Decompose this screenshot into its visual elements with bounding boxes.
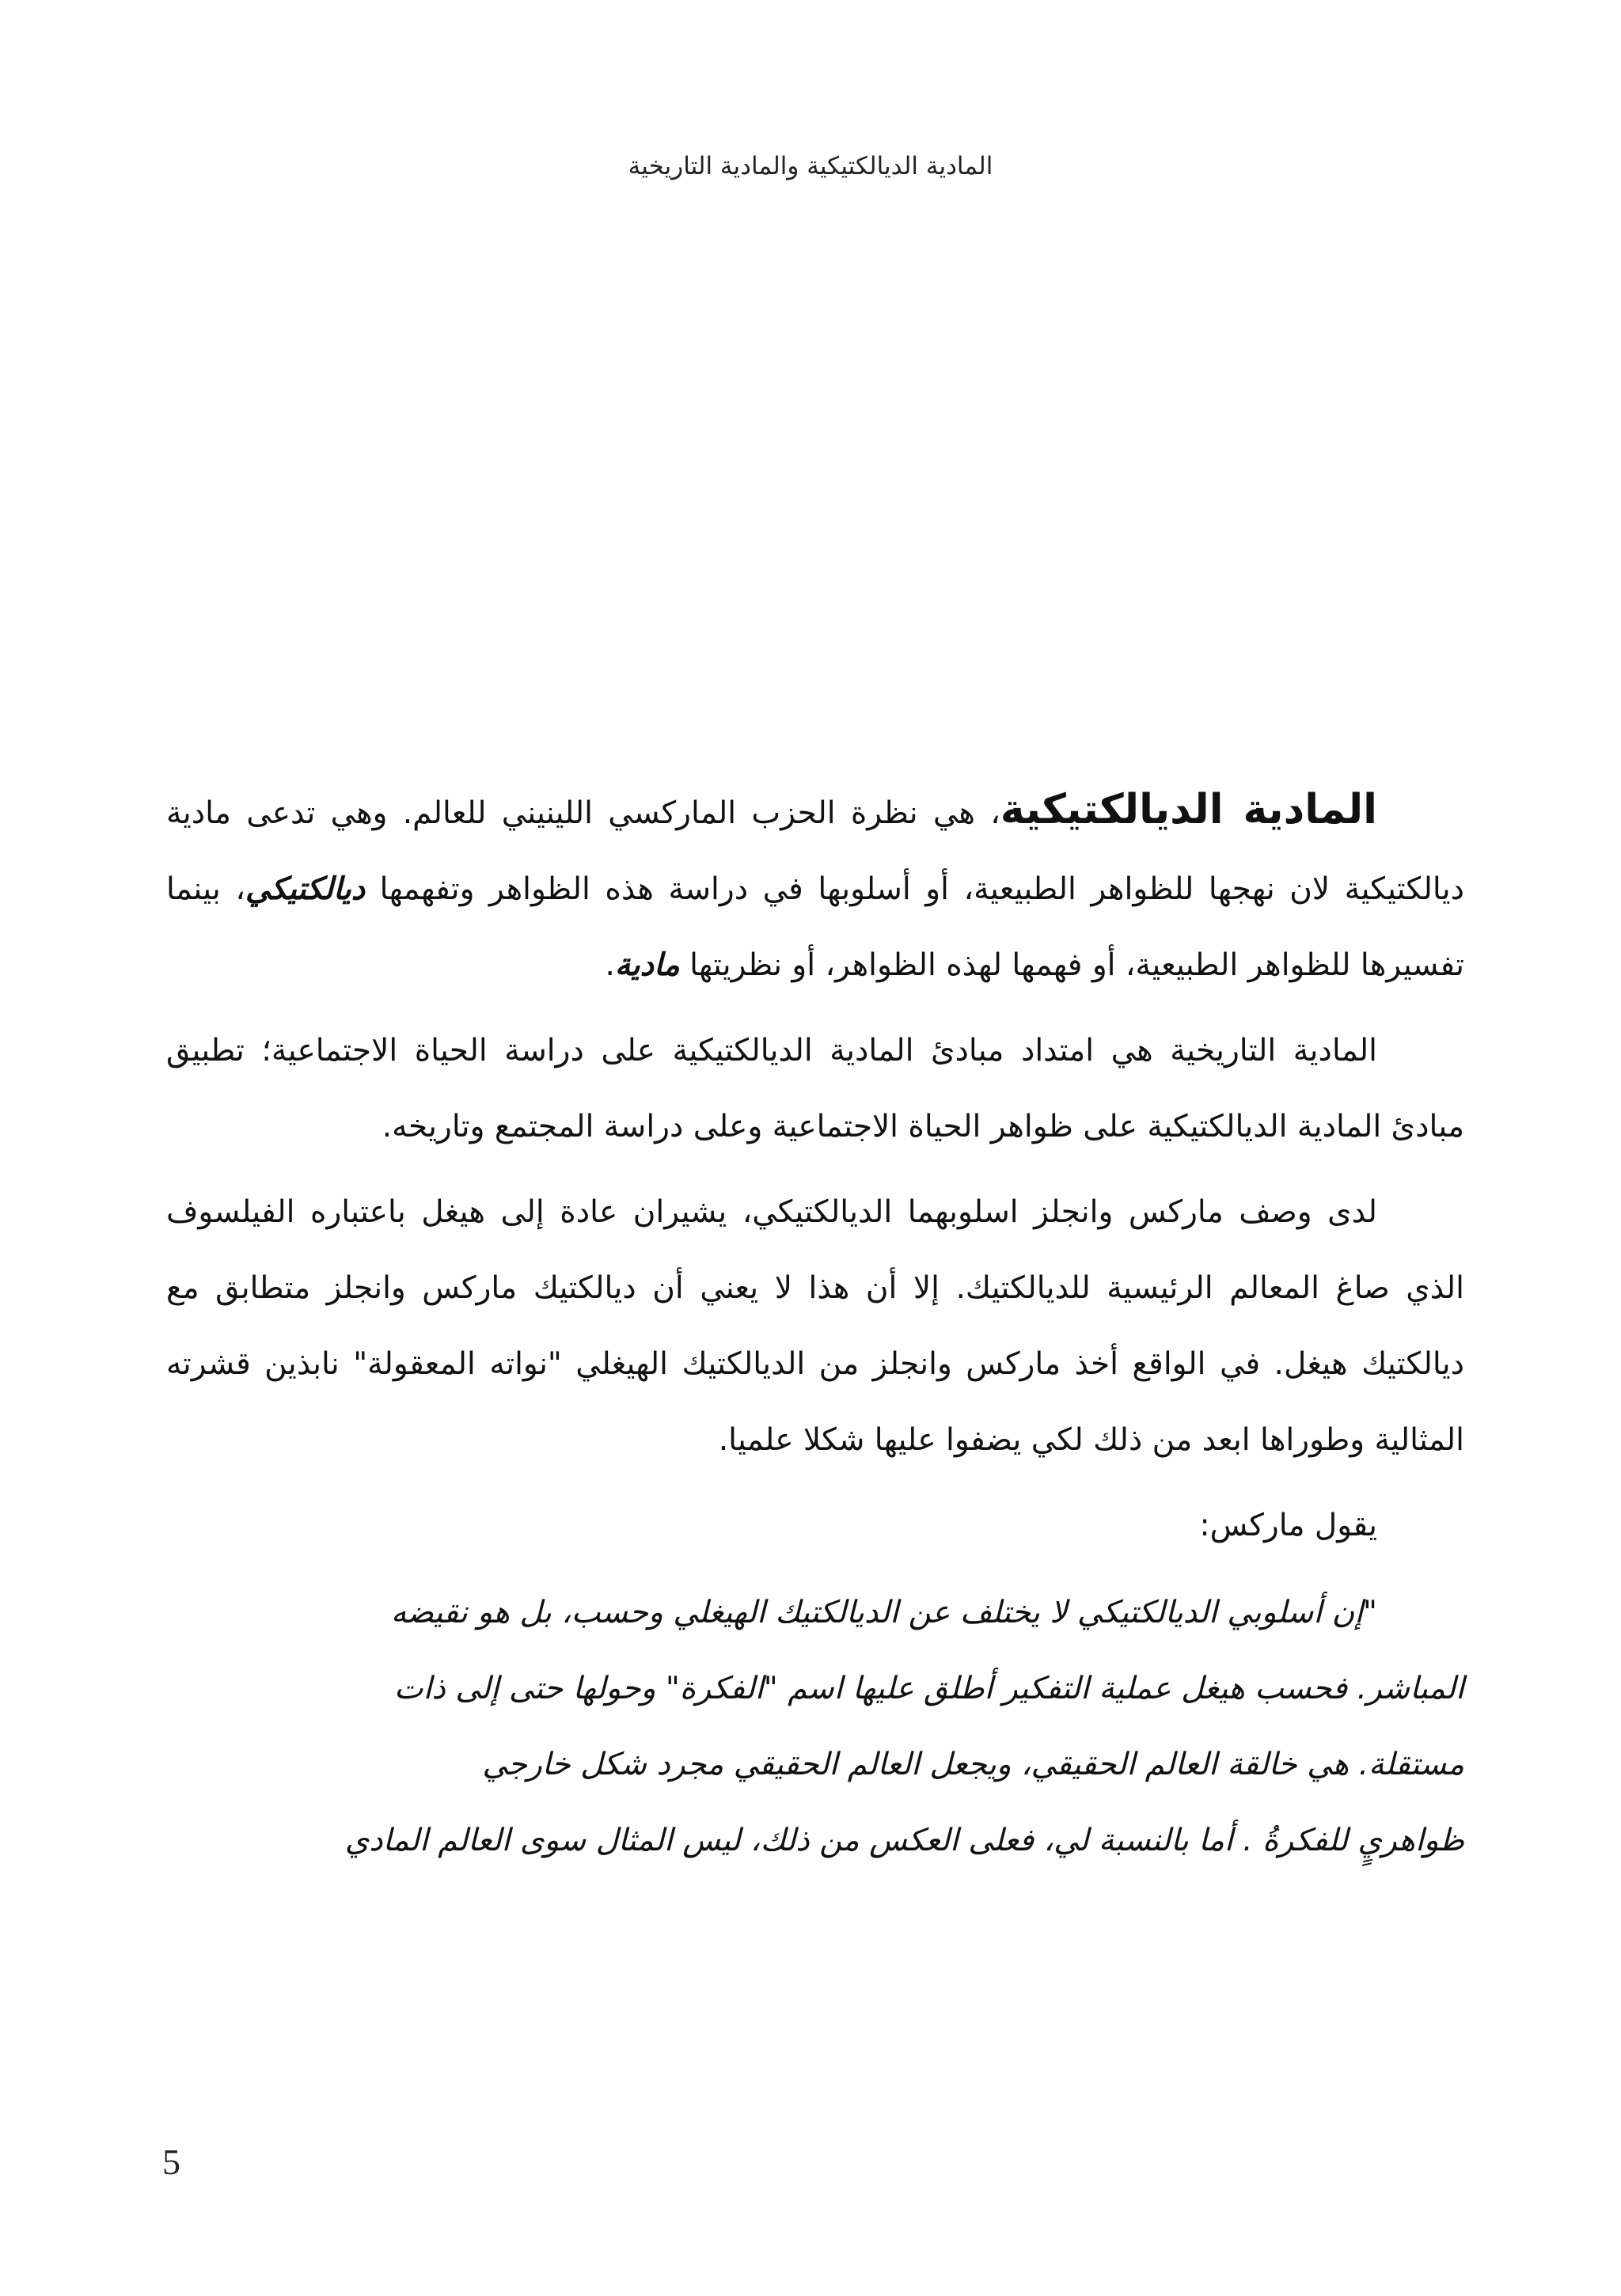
quote-intro: يقول ماركس: [1199,1508,1377,1543]
paragraph-dialectical-materialism [166,772,1464,1004]
paragraph-historical-materialism: المادية التاريخية هي امتداد مبادئ المادية الديالكتيكية على دراسة الحياة الاجتماعية؛ تطبيق مبادئ المادية الديالكتيكية على ظواهر الحياة الاجتماعية وعلى دراسة المجتمع وتاريخه. [166,1033,1464,1144]
quote-line-1: "إن أسلوبي الديالكتيكي لا يختلف عن الديالكتيك الهيغلي وحسب، بل هو نقيضه [390,1595,1377,1630]
body-text [166,772,1464,1888]
paragraph1-text-c: . [605,947,615,983]
paragraph-marx-engels-hegel: لدى وصف ماركس وانجلز اسلوبهما الديالكتيكي، يشيران عادة إلى هيغل باعتباره الفيلسوف الذي صاغ المعالم الرئيسية للديالكتيك. إلا أن هذا لا يعني أن ديالكتيك ماركس وانجلز متطابق مع ديالكتيك هيغل. في الواقع أخذ ماركس وانجلز من الديالكتيك الهيغلي "نواته المعقولة" نابذين قشرته المثالية وطوراها ابعد من ذلك لكي يضفوا عليها شكلا علميا. [166,1194,1464,1458]
paragraph1-text-a: ، هي نظرة الحزب الماركسي اللينيني للعالم. وهي تدعى مادية ديالكتيكية لان نهجها للظواهر الطبيعية، أو أسلوبها في دراسة هذه الظواهر وتفهمها [166,795,1465,907]
emphasis-material: مادية [614,947,680,983]
quote-line-4: ظواهريٍ للفكرةُ . أما بالنسبة لي، فعلى العكس من ذلك، ليس المثال سوى العالم المادي [344,1823,1464,1858]
running-header: المادية الديالكتيكية والمادية التاريخية [628,152,993,180]
page-number: 5 [162,2142,180,2182]
quote-line-2: المباشر. فحسب هيغل عملية التفكير أطلق عليها اسم "الفكرة" وحولها حتى إلى ذات [393,1671,1464,1706]
quote-line-3: مستقلة. هي خالقة العالم الحقيقي، ويجعل العالم الحقيقي مجرد شكل خارجي [482,1747,1464,1782]
marx-quote [166,1575,1464,1879]
emphasis-dialectical: ديالكتيكي [245,871,366,907]
lead-term: المادية الديالكتيكية [1000,786,1377,833]
paragraph1-text-b: ، بينما تفسيرها للظواهر الطبيعية، أو فهمها لهذه الظواهر، أو نظريتها [166,871,1464,983]
